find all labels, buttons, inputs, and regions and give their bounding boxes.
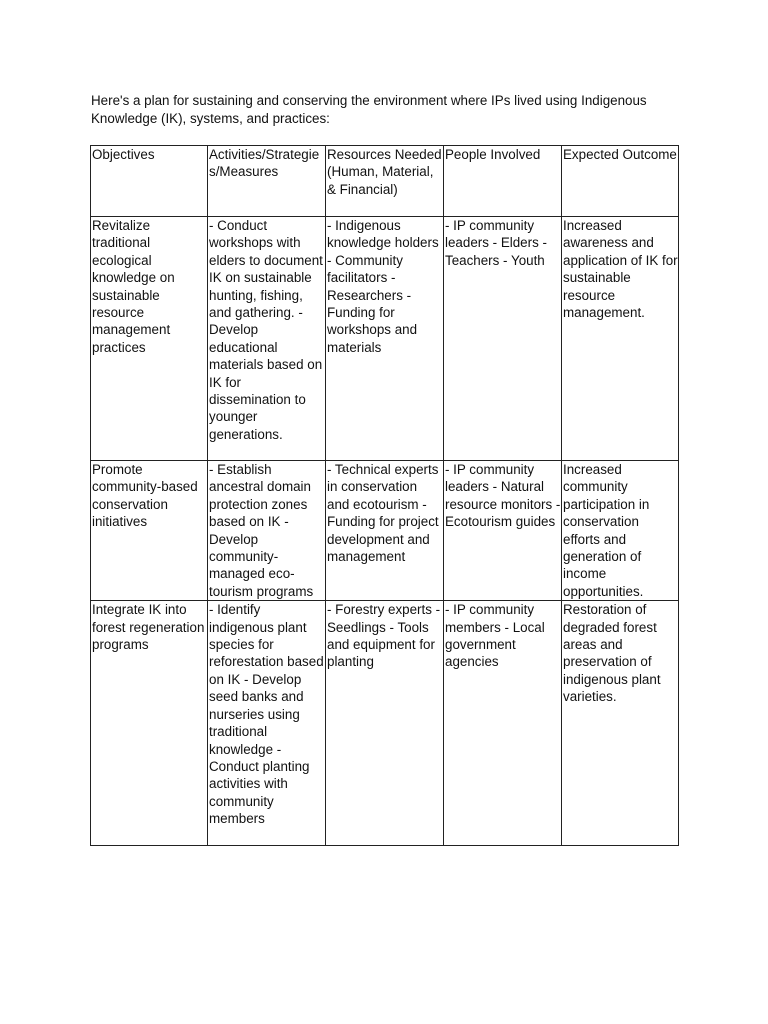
header-objectives: Objectives <box>91 146 208 217</box>
table-row <box>91 601 679 846</box>
cell-activities: - Identify indigenous plant species for reforestation based on IK - Develop seed banks and nurseries using traditional knowledge - Conduct planting activities with community members <box>208 601 326 846</box>
table-row <box>91 461 679 601</box>
cell-resources: - Technical experts in conservation and ecotourism - Funding for project development and management <box>326 461 444 601</box>
cell-outcome: Increased community participation in conservation efforts and generation of income opportunities. <box>562 461 679 601</box>
plan-table <box>90 145 679 846</box>
table-row <box>91 217 679 461</box>
table-header-row <box>91 146 679 217</box>
cell-people: - IP community leaders - Natural resource monitors - Ecotourism guides <box>444 461 562 601</box>
cell-outcome: Increased awareness and application of IK for sustainable resource management. <box>562 217 679 461</box>
header-activities: Activities/Strategies/Measures <box>208 146 326 217</box>
cell-activities: - Conduct workshops with elders to document IK on sustainable hunting, fishing, and gathering. - Develop educational materials based on IK for dissemination to younger generations. <box>208 217 326 461</box>
cell-objective: Integrate IK into forest regeneration programs <box>91 601 208 846</box>
cell-outcome: Restoration of degraded forest areas and preservation of indigenous plant varieties. <box>562 601 679 846</box>
intro-paragraph: Here's a plan for sustaining and conserving the environment where IPs lived using Indigenous Knowledge (IK), systems, and practices: <box>91 93 647 126</box>
cell-people: - IP community members - Local government agencies <box>444 601 562 846</box>
header-people: People Involved <box>444 146 562 217</box>
header-outcome: Expected Outcome <box>562 146 679 217</box>
cell-objective: Promote community-based conservation initiatives <box>91 461 208 601</box>
header-resources: Resources Needed (Human, Material, & Financial) <box>326 146 444 217</box>
cell-activities: - Establish ancestral domain protection zones based on IK - Develop community-managed eco-tourism programs <box>208 461 326 601</box>
cell-objective: Revitalize traditional ecological knowledge on sustainable resource management practices <box>91 217 208 461</box>
cell-resources: - Indigenous knowledge holders - Community facilitators - Researchers - Funding for workshops and materials <box>326 217 444 461</box>
cell-people: - IP community leaders - Elders - Teachers - Youth <box>444 217 562 461</box>
cell-resources: - Forestry experts - Seedlings - Tools and equipment for planting <box>326 601 444 846</box>
